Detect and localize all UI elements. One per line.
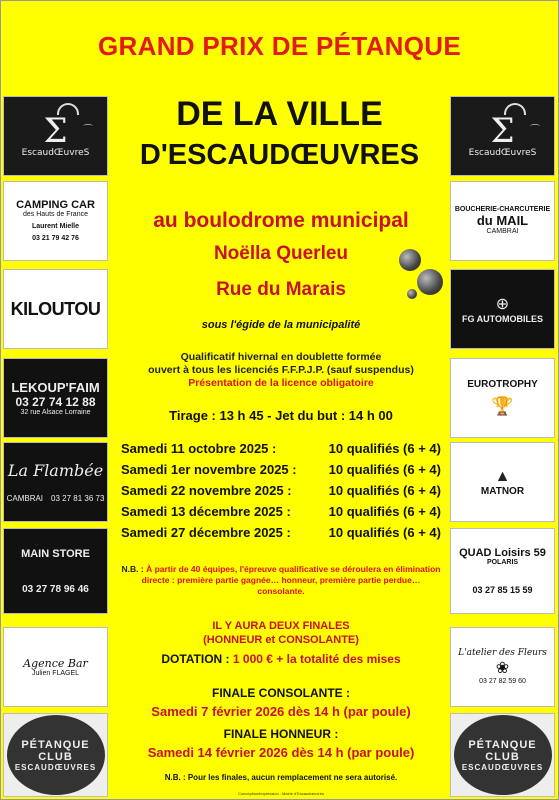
qualif-line3: Présentation de la licence obligatoire bbox=[188, 377, 374, 389]
petanque-club-top: PÉTANQUE bbox=[21, 738, 90, 751]
date-label: Samedi 11 octobre 2025 : bbox=[121, 441, 277, 456]
dotation bbox=[121, 652, 441, 666]
sponsor-main-store bbox=[3, 528, 108, 614]
sponsor-atelier-des-fleurs bbox=[450, 627, 555, 707]
title-de-la-ville: DE LA VILLE bbox=[176, 95, 383, 133]
matnor-name: MATNOR bbox=[480, 485, 525, 497]
lekoup-addr: 32 rue Alsace Lorraine bbox=[20, 408, 91, 416]
bird-icon: ⌒ bbox=[530, 125, 540, 136]
agence-person: Julien FLAGEL bbox=[31, 669, 80, 677]
boule-2-icon bbox=[417, 269, 443, 295]
finale-consolante-date: Samedi 7 février 2026 dès 14 h (par poule) bbox=[151, 704, 411, 719]
sponsor-la-flambee bbox=[3, 442, 108, 522]
sponsor-escaudoeuvres-right bbox=[450, 96, 555, 176]
petanque-club-bot: ESCAUDŒUVRES bbox=[14, 762, 97, 772]
finals-heading bbox=[121, 619, 441, 647]
finale-honneur-label: FINALE HONNEUR : bbox=[223, 727, 339, 741]
sponsor-petanque-club-left bbox=[3, 713, 108, 797]
date-label: Samedi 22 novembre 2025 : bbox=[121, 483, 292, 498]
atelier-name: L'atelier des Fleurs bbox=[458, 648, 547, 658]
escaudoeuvres-logo-text: EscaudŒuvreS bbox=[468, 148, 537, 158]
agence-name: Agence Bar bbox=[23, 656, 88, 670]
boule-1-icon bbox=[399, 249, 421, 271]
mainstore-tel: 03 27 78 96 46 bbox=[22, 583, 89, 595]
atelier-tel: 03 27 82 59 60 bbox=[479, 678, 526, 685]
camping-title: CAMPING CAR bbox=[16, 199, 95, 211]
nb1-text: À partir de 40 équipes, l'épreuve qualificative se déroulera en élimination directe : première partie gagnée… honneur, première partie perdue… consolante. bbox=[141, 564, 441, 596]
sponsor-fg-automobiles bbox=[450, 269, 555, 349]
petanque-club-mid: CLUB bbox=[485, 750, 520, 763]
date-row bbox=[121, 525, 441, 546]
petanque-club-logo bbox=[454, 715, 552, 795]
flambee-city: CAMBRAI bbox=[6, 494, 44, 503]
trophy-icon: 🏆 bbox=[491, 396, 514, 416]
flower-icon: ❀ bbox=[495, 660, 510, 677]
flambee-name: La Flambée bbox=[7, 461, 104, 480]
sponsor-lekoupfaim bbox=[3, 358, 108, 438]
sponsor-escaudoeuvres-left bbox=[3, 96, 108, 176]
date-row bbox=[121, 462, 441, 483]
dotation-value: 1 000 € + la totalité des mises bbox=[232, 652, 401, 666]
petanque-club-top: PÉTANQUE bbox=[468, 738, 537, 751]
dotation-label: DOTATION : bbox=[161, 652, 233, 666]
qualif-line1: Qualificatif hivernal en doublette formée bbox=[180, 351, 382, 363]
qualif-block bbox=[121, 351, 441, 390]
title-grand-prix: GRAND PRIX DE PÉTANQUE bbox=[98, 31, 461, 61]
matnor-logo-icon: ▲ bbox=[494, 467, 511, 485]
venue-line1: au boulodrome municipal bbox=[153, 209, 409, 232]
petanque-balls-image bbox=[399, 249, 443, 309]
sponsor-quad-loisirs bbox=[450, 528, 555, 614]
date-qual: 10 qualifiés (6 + 4) bbox=[328, 462, 441, 477]
tirage-text: Tirage : 13 h 45 - Jet du but : 14 h 00 bbox=[169, 408, 393, 423]
petanque-club-bot: ESCAUDŒUVRES bbox=[461, 762, 544, 772]
finale-honneur-date: Samedi 14 février 2026 dès 14 h (par poule) bbox=[147, 745, 415, 760]
cochonnet-icon bbox=[407, 289, 417, 299]
date-row bbox=[121, 483, 441, 504]
date-label: Samedi 27 décembre 2025 : bbox=[121, 525, 291, 540]
sun-icon bbox=[504, 103, 526, 115]
quad-brand: POLARIS bbox=[486, 559, 519, 566]
date-qual: 10 qualifiés (6 + 4) bbox=[328, 441, 441, 456]
sponsor-eurotrophy bbox=[450, 358, 555, 438]
footer-credit: Conception/impression : Mairie d'Escaudœuvres bbox=[238, 791, 324, 796]
sponsor-boucherie-du-mail bbox=[450, 181, 555, 261]
dates-list bbox=[121, 441, 441, 546]
quad-name: QUAD Loisirs 59 bbox=[459, 547, 546, 559]
sun-icon bbox=[57, 103, 79, 115]
petanque-club-mid: CLUB bbox=[38, 750, 73, 763]
sponsor-kiloutou bbox=[3, 269, 108, 349]
lekoup-tel: 03 27 74 12 88 bbox=[15, 394, 96, 409]
finale-consolante-label: FINALE CONSOLANTE : bbox=[212, 686, 350, 700]
finals-line1: IL Y AURA DEUX FINALES bbox=[212, 620, 350, 632]
flambee-tel: 03 27 81 36 73 bbox=[51, 494, 105, 503]
date-qual: 10 qualifiés (6 + 4) bbox=[328, 525, 441, 540]
sponsor-camping-car bbox=[3, 181, 108, 261]
venue-line2: Noëlla Querleu bbox=[213, 243, 349, 264]
kiloutou-logo: KILOUTOU bbox=[10, 298, 101, 319]
lekoup-name: LEKOUP'FAIM bbox=[11, 379, 100, 395]
date-row bbox=[121, 441, 441, 462]
nb-remplacement: N.B. : Pour les finales, aucun remplacement ne sera autorisé. bbox=[164, 773, 398, 782]
venue-line3: Rue du Marais bbox=[216, 279, 346, 300]
title-escaudoeuvres: D'ESCAUDŒUVRES bbox=[139, 139, 420, 171]
camping-sub: des Hauts de France bbox=[23, 211, 88, 218]
nb-elimination bbox=[121, 564, 441, 597]
qualif-line2: ouvert à tous les licenciés F.F.P.J.P. (sauf suspendus) bbox=[148, 364, 414, 376]
egide-text: sous l'égide de la municipalité bbox=[201, 319, 361, 331]
sigma-logo-icon: Σ bbox=[490, 111, 515, 151]
petanque-club-logo bbox=[7, 715, 105, 795]
boucherie-title: BOUCHERIE-CHARCUTERIE bbox=[454, 206, 551, 213]
eurotrophy-name: EUROTROPHY bbox=[467, 379, 538, 390]
toyota-logo-icon: ⊕ bbox=[495, 296, 510, 313]
sigma-logo-icon: Σ bbox=[43, 111, 68, 151]
mainstore-name: MAIN STORE bbox=[21, 547, 90, 560]
sponsor-matnor bbox=[450, 442, 555, 522]
date-row bbox=[121, 504, 441, 525]
boucherie-city: CAMBRAI bbox=[486, 228, 519, 235]
fg-name: FG AUTOMOBILES bbox=[462, 314, 543, 324]
escaudoeuvres-logo-text: EscaudŒuvreS bbox=[21, 148, 90, 158]
boucherie-name: du MAIL bbox=[476, 213, 529, 228]
date-qual: 10 qualifiés (6 + 4) bbox=[328, 483, 441, 498]
bird-icon: ⌒ bbox=[83, 125, 93, 136]
nb1-prefix: N.B. : bbox=[121, 564, 147, 574]
sponsor-petanque-club-right bbox=[450, 713, 555, 797]
camping-name: Laurent Mielle bbox=[31, 223, 80, 230]
camping-tel: 03 21 79 42 76 bbox=[32, 235, 79, 242]
date-label: Samedi 13 décembre 2025 : bbox=[121, 504, 291, 519]
date-qual: 10 qualifiés (6 + 4) bbox=[328, 504, 441, 519]
date-label: Samedi 1er novembre 2025 : bbox=[121, 462, 297, 477]
quad-tel: 03 27 85 15 59 bbox=[472, 585, 533, 595]
sponsor-agence-bar bbox=[3, 627, 108, 707]
finals-line2: (HONNEUR et CONSOLANTE) bbox=[203, 634, 359, 646]
